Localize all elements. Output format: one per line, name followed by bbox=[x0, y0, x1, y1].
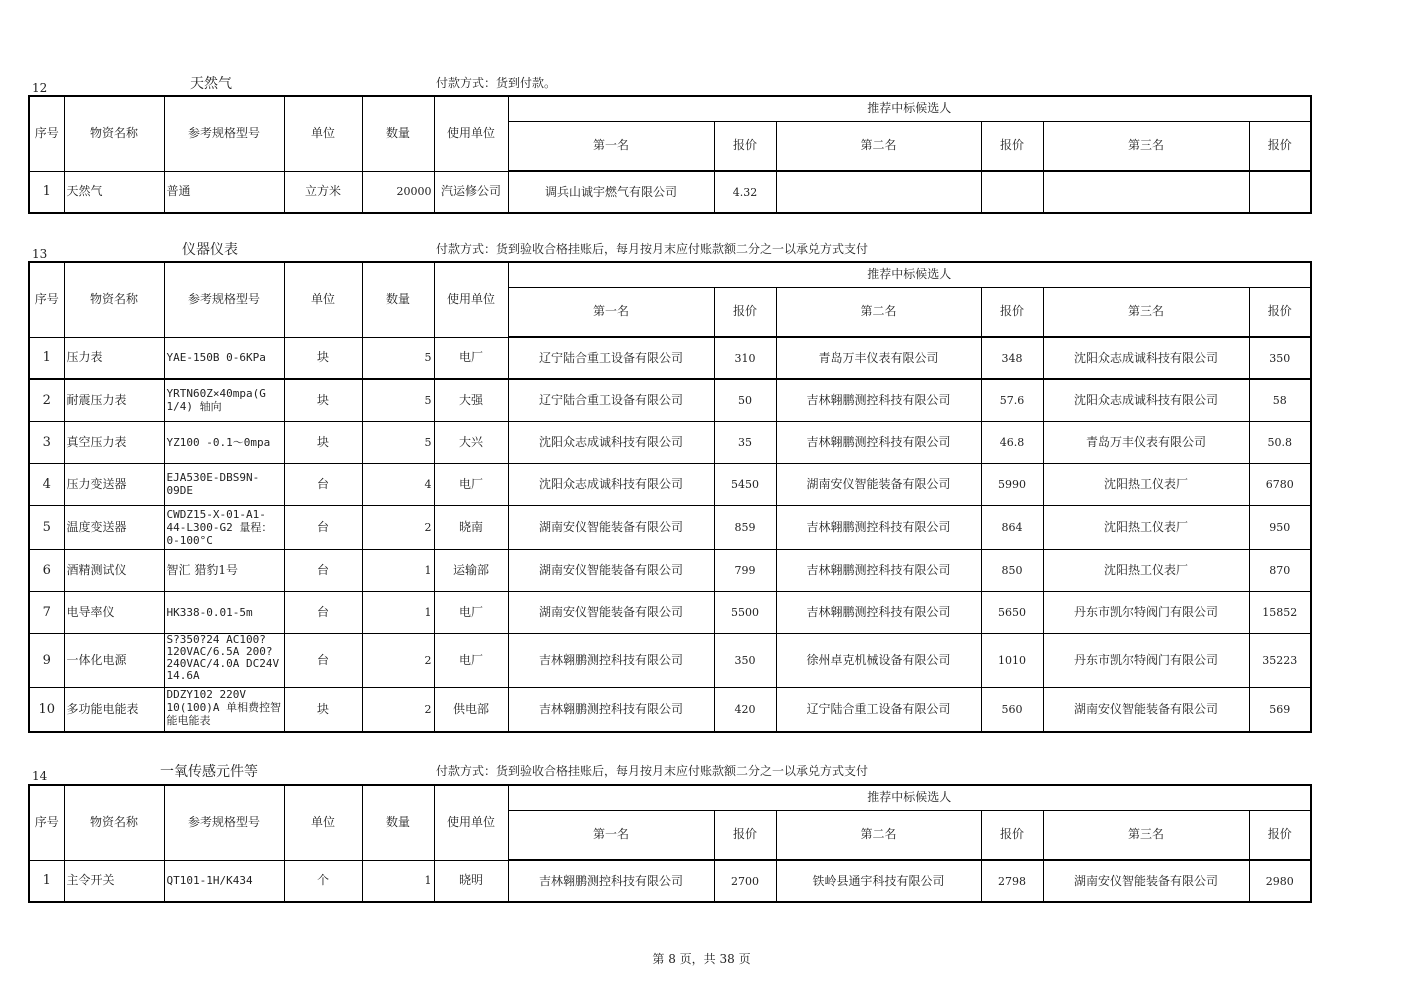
cell-seq: 4 bbox=[29, 463, 64, 505]
cell-user: 大兴 bbox=[434, 421, 508, 463]
cell-second: 徐州卓克机械设备有限公司 bbox=[776, 633, 981, 687]
cell-spec: YRTN60Z×40mpa(G 1/4) 轴向 bbox=[164, 379, 284, 421]
header-third: 第三名 bbox=[1043, 810, 1249, 860]
header-spec: 参考规格型号 bbox=[164, 785, 284, 860]
payment-terms: 付款方式：货到验收合格挂账后，每月按月末应付账款额二分之一以承兑方式支付 bbox=[436, 242, 869, 256]
cell-user: 电厂 bbox=[434, 591, 508, 633]
header-qty: 数量 bbox=[362, 785, 434, 860]
cell-first: 沈阳众志成诚科技有限公司 bbox=[508, 463, 714, 505]
cell-name: 真空压力表 bbox=[64, 421, 164, 463]
cell-name: 温度变送器 bbox=[64, 505, 164, 549]
table-row bbox=[29, 421, 1311, 463]
header-second: 第二名 bbox=[776, 810, 981, 860]
header-price-3: 报价 bbox=[1249, 287, 1311, 337]
cell-first: 湖南安仪智能装备有限公司 bbox=[508, 591, 714, 633]
cell-unit: 台 bbox=[284, 549, 362, 591]
header-price-3: 报价 bbox=[1249, 121, 1311, 171]
cell-second: 吉林翱鹏测控科技有限公司 bbox=[776, 505, 981, 549]
cell-second bbox=[776, 171, 981, 213]
header-user: 使用单位 bbox=[434, 785, 508, 860]
cell-third: 丹东市凯尔特阀门有限公司 bbox=[1043, 633, 1249, 687]
header-recommend: 推荐中标候选人 bbox=[508, 96, 1311, 121]
cell-user: 汽运修公司 bbox=[434, 171, 508, 213]
header-third: 第三名 bbox=[1043, 287, 1249, 337]
table-row bbox=[29, 549, 1311, 591]
cell-price-1: 5500 bbox=[714, 591, 776, 633]
section-title: 仪器仪表 bbox=[182, 242, 238, 258]
cell-user: 大强 bbox=[434, 379, 508, 421]
cell-price-3: 58 bbox=[1249, 379, 1311, 421]
cell-unit: 台 bbox=[284, 463, 362, 505]
cell-price-3: 870 bbox=[1249, 549, 1311, 591]
cell-unit: 台 bbox=[284, 591, 362, 633]
payment-terms: 付款方式：货到付款。 bbox=[436, 76, 557, 90]
cell-price-2: 46.8 bbox=[981, 421, 1043, 463]
table-row bbox=[29, 591, 1311, 633]
cell-second: 铁岭县通宇科技有限公司 bbox=[776, 860, 981, 902]
cell-price-2: 5990 bbox=[981, 463, 1043, 505]
header-unit: 单位 bbox=[284, 96, 362, 171]
cell-seq: 10 bbox=[29, 687, 64, 732]
cell-second: 湖南安仪智能装备有限公司 bbox=[776, 463, 981, 505]
header-price-1: 报价 bbox=[714, 121, 776, 171]
cell-spec: DDZY102 220V 10(100)A 单相费控智能电能表 bbox=[164, 687, 284, 732]
table-row bbox=[29, 379, 1311, 421]
cell-first: 湖南安仪智能装备有限公司 bbox=[508, 505, 714, 549]
cell-spec: 普通 bbox=[164, 171, 284, 213]
cell-first: 湖南安仪智能装备有限公司 bbox=[508, 549, 714, 591]
header-recommend: 推荐中标候选人 bbox=[508, 262, 1311, 287]
cell-second: 青岛万丰仪表有限公司 bbox=[776, 337, 981, 379]
cell-price-1: 799 bbox=[714, 549, 776, 591]
cell-qty: 1 bbox=[362, 549, 434, 591]
cell-second: 吉林翱鹏测控科技有限公司 bbox=[776, 591, 981, 633]
table-row bbox=[29, 463, 1311, 505]
cell-seq: 1 bbox=[29, 337, 64, 379]
cell-second: 吉林翱鹏测控科技有限公司 bbox=[776, 421, 981, 463]
table-row bbox=[29, 633, 1311, 687]
header-third: 第三名 bbox=[1043, 121, 1249, 171]
section-title: 天然气 bbox=[190, 76, 232, 92]
cell-seq: 2 bbox=[29, 379, 64, 421]
cell-third: 湖南安仪智能装备有限公司 bbox=[1043, 860, 1249, 902]
cell-price-3: 50.8 bbox=[1249, 421, 1311, 463]
cell-price-3: 6780 bbox=[1249, 463, 1311, 505]
cell-qty: 4 bbox=[362, 463, 434, 505]
cell-unit: 台 bbox=[284, 505, 362, 549]
cell-second: 吉林翱鹏测控科技有限公司 bbox=[776, 379, 981, 421]
cell-spec: YZ100 -0.1～0mpa bbox=[164, 421, 284, 463]
cell-name: 一体化电源 bbox=[64, 633, 164, 687]
cell-unit: 块 bbox=[284, 337, 362, 379]
cell-spec: S?350?24 AC100?120VAC/6.5A 200?240VAC/4.0A DC24V 14.6A bbox=[164, 633, 284, 687]
table-row bbox=[29, 337, 1311, 379]
section-number: 14 bbox=[32, 769, 48, 783]
cell-price-3: 569 bbox=[1249, 687, 1311, 732]
section-title: 一氧传感元件等 bbox=[160, 764, 258, 780]
cell-qty: 1 bbox=[362, 860, 434, 902]
cell-name: 主令开关 bbox=[64, 860, 164, 902]
cell-price-2: 850 bbox=[981, 549, 1043, 591]
cell-user: 电厂 bbox=[434, 633, 508, 687]
cell-qty: 5 bbox=[362, 421, 434, 463]
cell-price-1: 35 bbox=[714, 421, 776, 463]
cell-first: 吉林翱鹏测控科技有限公司 bbox=[508, 633, 714, 687]
header-qty: 数量 bbox=[362, 96, 434, 171]
cell-user: 电厂 bbox=[434, 463, 508, 505]
cell-price-1: 2700 bbox=[714, 860, 776, 902]
cell-price-2: 57.6 bbox=[981, 379, 1043, 421]
cell-spec: HK338-0.01-5m bbox=[164, 591, 284, 633]
header-price-2: 报价 bbox=[981, 287, 1043, 337]
cell-qty: 2 bbox=[362, 687, 434, 732]
cell-price-3: 35223 bbox=[1249, 633, 1311, 687]
header-price-1: 报价 bbox=[714, 287, 776, 337]
procurement-table-14 bbox=[28, 784, 1312, 903]
cell-name: 压力变送器 bbox=[64, 463, 164, 505]
cell-price-3: 350 bbox=[1249, 337, 1311, 379]
cell-qty: 2 bbox=[362, 505, 434, 549]
cell-price-2: 1010 bbox=[981, 633, 1043, 687]
table-row bbox=[29, 687, 1311, 732]
procurement-table-12 bbox=[28, 95, 1312, 214]
cell-price-2: 864 bbox=[981, 505, 1043, 549]
cell-unit: 台 bbox=[284, 633, 362, 687]
cell-spec: 智汇 猎豹1号 bbox=[164, 549, 284, 591]
cell-unit: 立方米 bbox=[284, 171, 362, 213]
cell-price-2 bbox=[981, 171, 1043, 213]
payment-terms: 付款方式：货到验收合格挂账后，每月按月末应付账款额二分之一以承兑方式支付 bbox=[436, 764, 869, 778]
cell-price-3: 950 bbox=[1249, 505, 1311, 549]
cell-unit: 块 bbox=[284, 687, 362, 732]
header-name: 物资名称 bbox=[64, 262, 164, 337]
cell-third: 沈阳众志成诚科技有限公司 bbox=[1043, 337, 1249, 379]
cell-price-2: 2798 bbox=[981, 860, 1043, 902]
cell-qty: 2 bbox=[362, 633, 434, 687]
cell-first: 沈阳众志成诚科技有限公司 bbox=[508, 421, 714, 463]
header-seq: 序号 bbox=[29, 785, 64, 860]
cell-user: 运输部 bbox=[434, 549, 508, 591]
header-price-2: 报价 bbox=[981, 121, 1043, 171]
header-user: 使用单位 bbox=[434, 96, 508, 171]
cell-third: 沈阳热工仪表厂 bbox=[1043, 463, 1249, 505]
cell-price-3 bbox=[1249, 171, 1311, 213]
cell-price-1: 420 bbox=[714, 687, 776, 732]
header-name: 物资名称 bbox=[64, 96, 164, 171]
header-spec: 参考规格型号 bbox=[164, 262, 284, 337]
header-unit: 单位 bbox=[284, 262, 362, 337]
cell-first: 辽宁陆合重工设备有限公司 bbox=[508, 337, 714, 379]
cell-price-1: 350 bbox=[714, 633, 776, 687]
cell-first: 调兵山诚宇燃气有限公司 bbox=[508, 171, 714, 213]
cell-first: 吉林翱鹏测控科技有限公司 bbox=[508, 860, 714, 902]
header-spec: 参考规格型号 bbox=[164, 96, 284, 171]
header-price-1: 报价 bbox=[714, 810, 776, 860]
header-second: 第二名 bbox=[776, 121, 981, 171]
section-number: 13 bbox=[32, 247, 48, 261]
procurement-table-13 bbox=[28, 261, 1312, 733]
header-qty: 数量 bbox=[362, 262, 434, 337]
cell-qty: 1 bbox=[362, 591, 434, 633]
cell-seq: 7 bbox=[29, 591, 64, 633]
header-price-2: 报价 bbox=[981, 810, 1043, 860]
header-seq: 序号 bbox=[29, 96, 64, 171]
cell-price-1: 50 bbox=[714, 379, 776, 421]
header-first: 第一名 bbox=[508, 287, 714, 337]
cell-price-1: 5450 bbox=[714, 463, 776, 505]
header-seq: 序号 bbox=[29, 262, 64, 337]
header-unit: 单位 bbox=[284, 785, 362, 860]
cell-name: 酒精测试仪 bbox=[64, 549, 164, 591]
cell-user: 晓南 bbox=[434, 505, 508, 549]
cell-price-2: 348 bbox=[981, 337, 1043, 379]
cell-qty: 20000 bbox=[362, 171, 434, 213]
cell-price-1: 4.32 bbox=[714, 171, 776, 213]
cell-first: 辽宁陆合重工设备有限公司 bbox=[508, 379, 714, 421]
cell-name: 耐震压力表 bbox=[64, 379, 164, 421]
cell-price-1: 310 bbox=[714, 337, 776, 379]
header-second: 第二名 bbox=[776, 287, 981, 337]
cell-seq: 5 bbox=[29, 505, 64, 549]
cell-qty: 5 bbox=[362, 379, 434, 421]
cell-spec: EJA530E-DBS9N-09DE bbox=[164, 463, 284, 505]
table-row bbox=[29, 171, 1311, 213]
cell-unit: 块 bbox=[284, 379, 362, 421]
cell-user: 电厂 bbox=[434, 337, 508, 379]
cell-unit: 块 bbox=[284, 421, 362, 463]
cell-qty: 5 bbox=[362, 337, 434, 379]
table-row bbox=[29, 505, 1311, 549]
cell-price-2: 5650 bbox=[981, 591, 1043, 633]
cell-price-3: 15852 bbox=[1249, 591, 1311, 633]
header-price-3: 报价 bbox=[1249, 810, 1311, 860]
header-user: 使用单位 bbox=[434, 262, 508, 337]
cell-name: 天然气 bbox=[64, 171, 164, 213]
page-footer: 第 8 页，共 38 页 bbox=[652, 952, 751, 966]
cell-price-3: 2980 bbox=[1249, 860, 1311, 902]
cell-third: 沈阳众志成诚科技有限公司 bbox=[1043, 379, 1249, 421]
table-row bbox=[29, 860, 1311, 902]
cell-spec: QT101-1H/K434 bbox=[164, 860, 284, 902]
cell-third: 青岛万丰仪表有限公司 bbox=[1043, 421, 1249, 463]
header-first: 第一名 bbox=[508, 121, 714, 171]
cell-third: 沈阳热工仪表厂 bbox=[1043, 549, 1249, 591]
cell-user: 晓明 bbox=[434, 860, 508, 902]
cell-name: 电导率仪 bbox=[64, 591, 164, 633]
cell-seq: 6 bbox=[29, 549, 64, 591]
cell-seq: 1 bbox=[29, 860, 64, 902]
cell-third: 丹东市凯尔特阀门有限公司 bbox=[1043, 591, 1249, 633]
cell-spec: YAE-150B 0-6KPa bbox=[164, 337, 284, 379]
cell-price-1: 859 bbox=[714, 505, 776, 549]
header-first: 第一名 bbox=[508, 810, 714, 860]
cell-third: 沈阳热工仪表厂 bbox=[1043, 505, 1249, 549]
cell-third: 湖南安仪智能装备有限公司 bbox=[1043, 687, 1249, 732]
cell-seq: 3 bbox=[29, 421, 64, 463]
cell-price-2: 560 bbox=[981, 687, 1043, 732]
cell-name: 压力表 bbox=[64, 337, 164, 379]
header-name: 物资名称 bbox=[64, 785, 164, 860]
cell-spec: CWDZ15-X-01-A1-44-L300-G2 量程：0-100°C bbox=[164, 505, 284, 549]
cell-seq: 1 bbox=[29, 171, 64, 213]
cell-second: 辽宁陆合重工设备有限公司 bbox=[776, 687, 981, 732]
cell-second: 吉林翱鹏测控科技有限公司 bbox=[776, 549, 981, 591]
cell-unit: 个 bbox=[284, 860, 362, 902]
cell-seq: 9 bbox=[29, 633, 64, 687]
cell-name: 多功能电能表 bbox=[64, 687, 164, 732]
section-number: 12 bbox=[32, 81, 48, 95]
cell-user: 供电部 bbox=[434, 687, 508, 732]
cell-first: 吉林翱鹏测控科技有限公司 bbox=[508, 687, 714, 732]
header-recommend: 推荐中标候选人 bbox=[508, 785, 1311, 810]
cell-third bbox=[1043, 171, 1249, 213]
